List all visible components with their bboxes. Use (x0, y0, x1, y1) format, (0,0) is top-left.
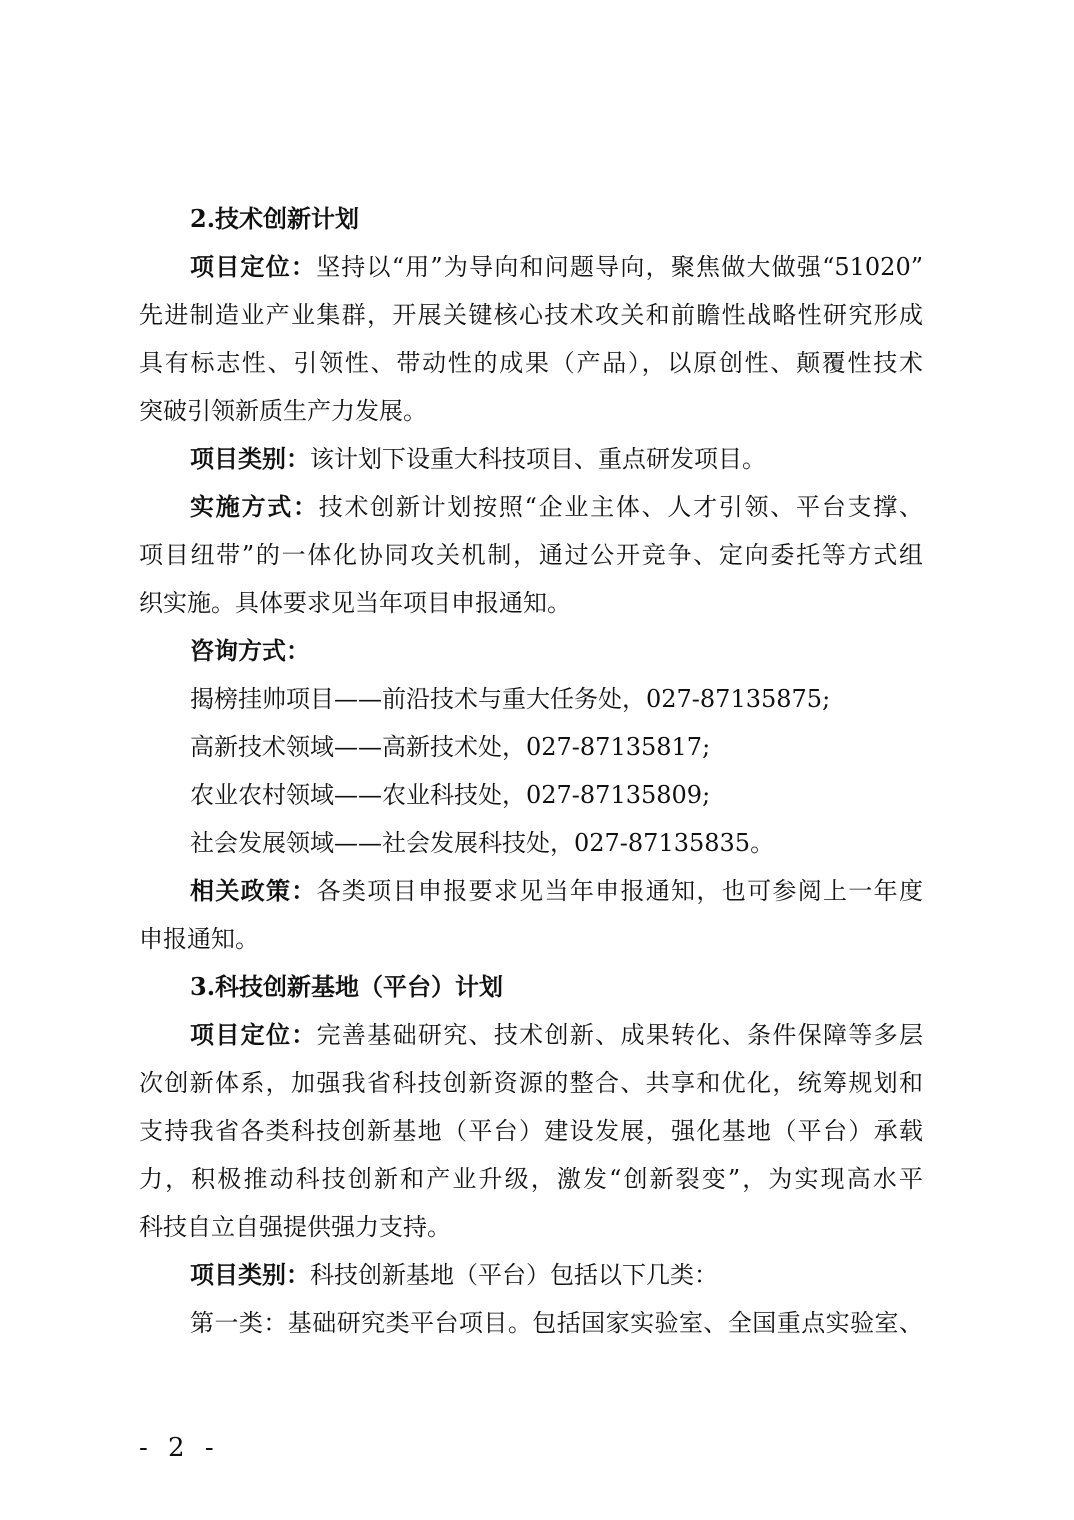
paragraph-line (139, 243, 923, 291)
paragraph-line: 科技自立自强提供强力支持。 (139, 1213, 451, 1241)
field-label-category: 项目类别： (190, 1260, 310, 1289)
paragraph-text: 科技创新基地（平台）包括以下几类： (310, 1261, 718, 1289)
paragraph-line (139, 627, 923, 675)
paragraph-text: 完善基础研究、技术创新、成果转化、条件保障等多层 (316, 1021, 923, 1049)
field-label-category: 项目类别： (190, 444, 310, 473)
field-label-policy: 相关政策： (190, 876, 317, 905)
field-label-positioning: 项目定位： (190, 1020, 317, 1049)
section-heading-2: 2.技术创新计划 (190, 204, 360, 233)
contact-item: 高新技术领域——高新技术处，027-87135817; (190, 733, 711, 761)
paragraph-line: 第一类：基础研究类平台项目。包括国家实验室、全国重点实验室、 (190, 1309, 923, 1337)
paragraph-text: 该计划下设重大科技项目、重点研发项目。 (310, 445, 766, 473)
paragraph-line: 项目纽带”的一体化协同攻关机制，通过公开竞争、定向委托等方式组 (139, 541, 923, 569)
paragraph-line (139, 1251, 923, 1299)
section-heading-3: 3.科技创新基地（平台）计划 (190, 972, 504, 1001)
paragraph-line: 次创新体系，加强我省科技创新资源的整合、共享和优化，统筹规划和 (139, 1069, 923, 1097)
contact-item: 农业农村领域——农业科技处，027-87135809; (190, 781, 711, 809)
paragraph-text: 坚持以“用”为导向和问题导向，聚焦做大做强“51020” (316, 253, 923, 281)
paragraph-text: 各类项目申报要求见当年申报通知，也可参阅上一年度 (316, 877, 923, 905)
contact-item: 揭榜挂帅项目——前沿技术与重大任务处，027-87135875; (190, 685, 831, 713)
paragraph-line: 突破引领新质生产力发展。 (139, 397, 427, 425)
field-label-consult: 咨询方式： (190, 636, 310, 665)
contact-item: 社会发展领域——社会发展科技处，027-87135835。 (190, 829, 775, 857)
paragraph-line (139, 1011, 923, 1059)
paragraph-line: 申报通知。 (139, 925, 259, 953)
paragraph-line (139, 867, 923, 915)
paragraph-line: 织实施。具体要求见当年项目申报通知。 (139, 589, 571, 617)
paragraph-line (139, 435, 923, 483)
paragraph-line: 力，积极推动科技创新和产业升级，激发“创新裂变”，为实现高水平 (139, 1165, 923, 1193)
paragraph-line: 先进制造业产业集群，开展关键核心技术攻关和前瞻性战略性研究形成 (139, 301, 923, 329)
paragraph-line (139, 483, 923, 531)
field-label-positioning: 项目定位： (190, 252, 317, 281)
paragraph-text: 技术创新计划按照“企业主体、人才引领、平台支撑、 (318, 493, 923, 521)
page-number: - 2 - (139, 1433, 220, 1463)
paragraph-line: 具有标志性、引领性、带动性的成果（产品），以原创性、颠覆性技术 (139, 349, 923, 377)
paragraph-line: 支持我省各类科技创新基地（平台）建设发展，强化基地（平台）承载 (139, 1117, 923, 1145)
document-body (139, 195, 923, 1347)
field-label-implementation: 实施方式： (190, 492, 319, 521)
